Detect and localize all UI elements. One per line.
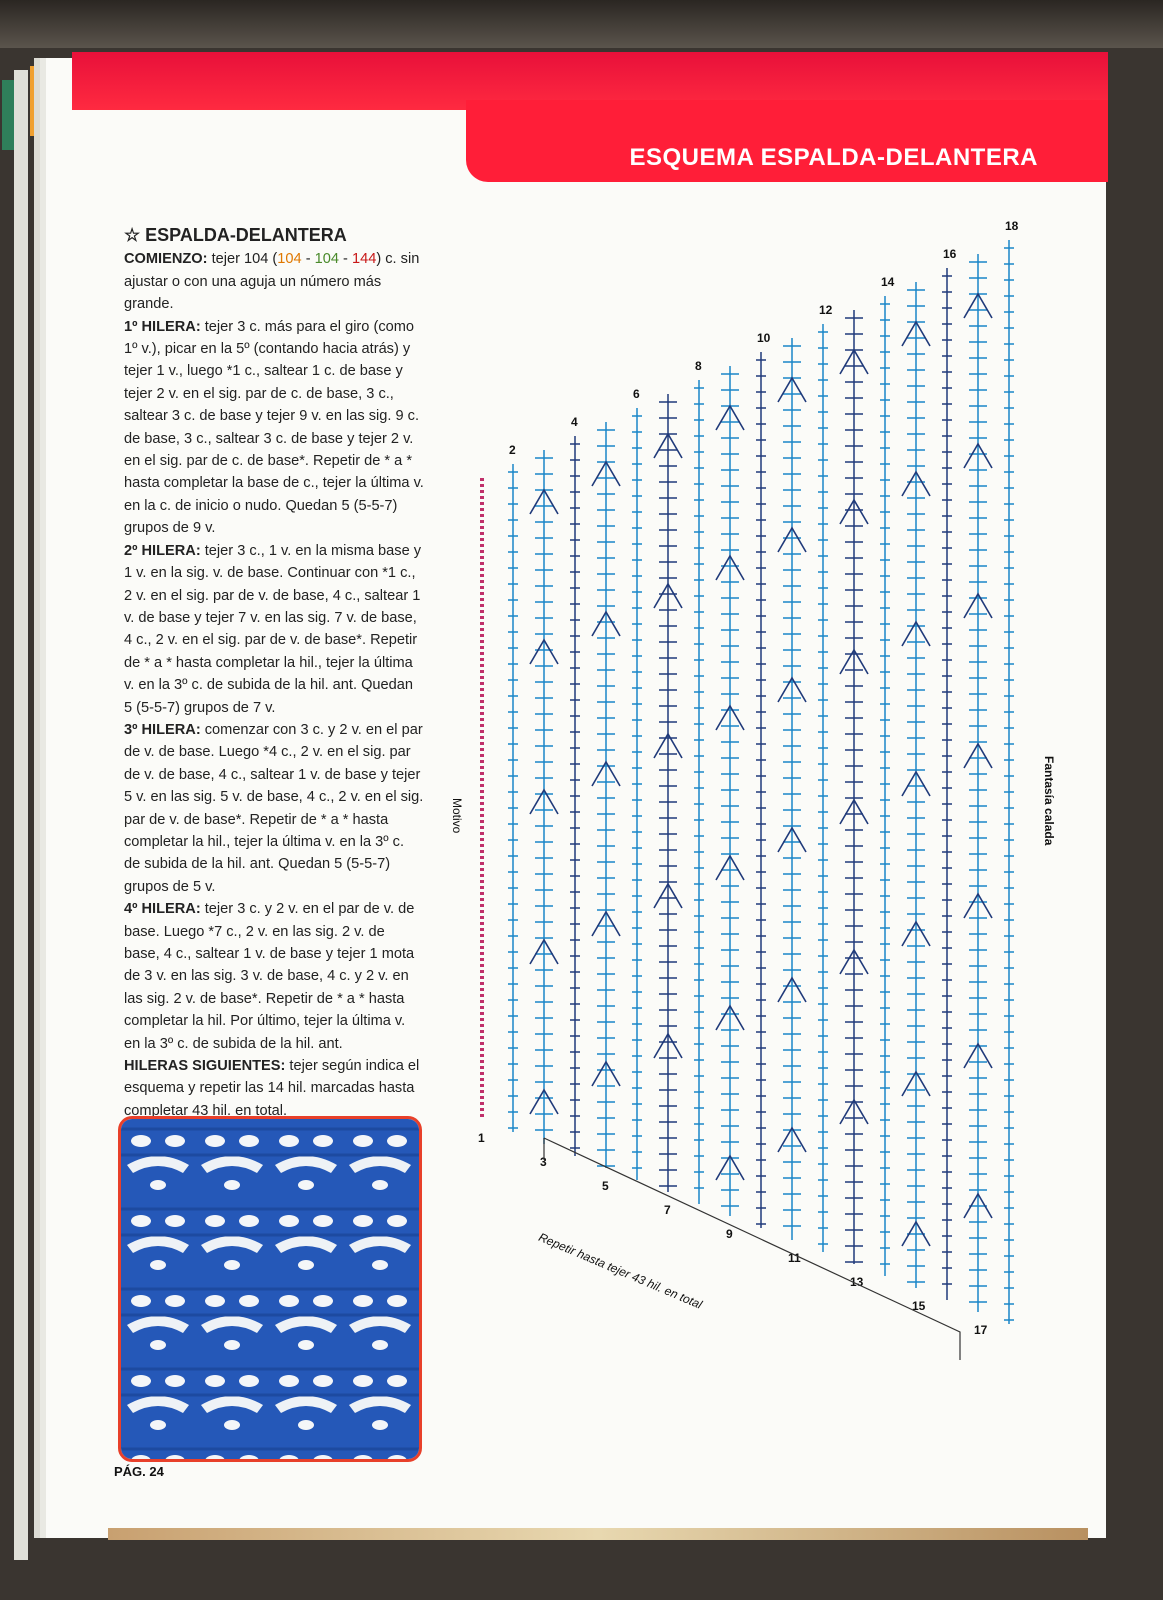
page-number: PÁG. 24: [114, 1464, 164, 1479]
row-number: 13: [850, 1275, 864, 1289]
row1-paragraph: 1º HILERA: tejer 3 c. más para el giro (como 1º v.), picar en la 5º (contando hacia atrás) y tejer 1 v., luego *1 c., saltear 1 c. de base y tejer 2 v. en el sig. par de c. de base, 3 c., saltear 3 c. de base y tejer 9 v. en las sig. 9 c. de base, 3 c., saltear 3 c. de base y tejer 2 v. en el sig. par de c. de base*. Repetir de * a * hasta completar la base de c., tejer la última v. en la c. de inicio o nudo. Quedan 5 (5-5-7) grupos de 9 v.: [124, 318, 424, 537]
row-number: 16: [943, 247, 957, 261]
row-number: 2: [509, 443, 516, 457]
row-number: 12: [819, 303, 833, 317]
fantasia-label: Fantasía calada: [1042, 756, 1056, 846]
row-number: 3: [540, 1155, 547, 1169]
crochet-chart: [450, 220, 1070, 1405]
row-number: 14: [881, 275, 895, 289]
row2-paragraph: 2º HILERA: tejer 3 c., 1 v. en la misma base y 1 v. en la sig. v. de base. Continuar con *1 c., 2 v. en el sig. par de v. de base, 4 c., saltear 1 v. de base y tejer 7 v. en las sig. 7 v. de base, 4 c., 2 v. en el sig. par de v. de base*. Repetir de * a * hasta completar la hil., tejer la última v. en la 3º c. de subida de la hil. ant. Quedan 5 (5-5-7) grupos de 7 v.: [124, 542, 422, 716]
row-number: 7: [664, 1203, 671, 1217]
row-number: 18: [1005, 220, 1019, 233]
comienzo-paragraph: COMIENZO: tejer 104 (104 - 104 - 144) c. sin ajustar o con una aguja un número más grande.: [124, 251, 420, 313]
row-number: 8: [695, 359, 702, 373]
row-number: 4: [571, 415, 578, 429]
motivo-label: Motivo: [450, 798, 464, 834]
header-tab: [466, 100, 1108, 182]
row-number: 5: [602, 1179, 609, 1193]
page-edge: [30, 66, 44, 136]
repeat-label: Repetir hasta tejer 43 hil. en total: [536, 1230, 705, 1312]
row-number: 9: [726, 1227, 733, 1241]
instructions: [124, 224, 424, 1122]
chart-canvas: [470, 220, 1070, 1400]
row-number: 6: [633, 387, 640, 401]
knit-swatch-photo: [118, 1116, 422, 1462]
row-number: 17: [974, 1323, 988, 1337]
following-rows-paragraph: HILERAS SIGUIENTES: tejer según indica el esquema y repetir las 14 hil. marcadas hasta completar 43 hil. en total.: [124, 1058, 420, 1119]
row-number: 1: [478, 1131, 485, 1145]
row4-paragraph: 4º HILERA: tejer 3 c. y 2 v. en el par de v. de base. Luego *7 c., 2 v. en las sig. 2 v. de base, 4 c., saltear 1 v. de base y tejer 1 mota de 3 v. en las sig. 3 v. de base, 4 c. y 2 v. en las sig. 2 v. de base*. Repetir de * a * hasta completar la hil. Por último, tejer la última v. en la 3º c. de subida de la hil. ant.: [124, 901, 415, 1052]
row3-paragraph: 3º HILERA: comenzar con 3 c. y 2 v. en el par de v. de base. Luego *4 c., 2 v. en el sig. par de v. de base, 4 c., saltear 1 v. de base y tejer 5 v. en las sig. 5 v. de base, 4 c., 2 v. en el sig. par de v. de base*. Repetir de * a * hasta completar la hil., tejer la última v. en la 3º c. de subida de la hil. ant. Quedan 5 (5-5-7) grupos de 5 v.: [124, 721, 424, 895]
repeat-bracket: [544, 1138, 960, 1360]
row-number: 10: [757, 331, 771, 345]
row-number: 11: [788, 1251, 801, 1265]
page-edge: [14, 70, 28, 1560]
page-title: ESQUEMA ESPALDA-DELANTERA: [629, 144, 1038, 171]
page-bottom-strip: [108, 1528, 1088, 1540]
section-title: ☆ ESPALDA-DELANTERA: [124, 225, 347, 245]
scan-background: [0, 0, 1163, 48]
row-number: 15: [912, 1299, 926, 1313]
